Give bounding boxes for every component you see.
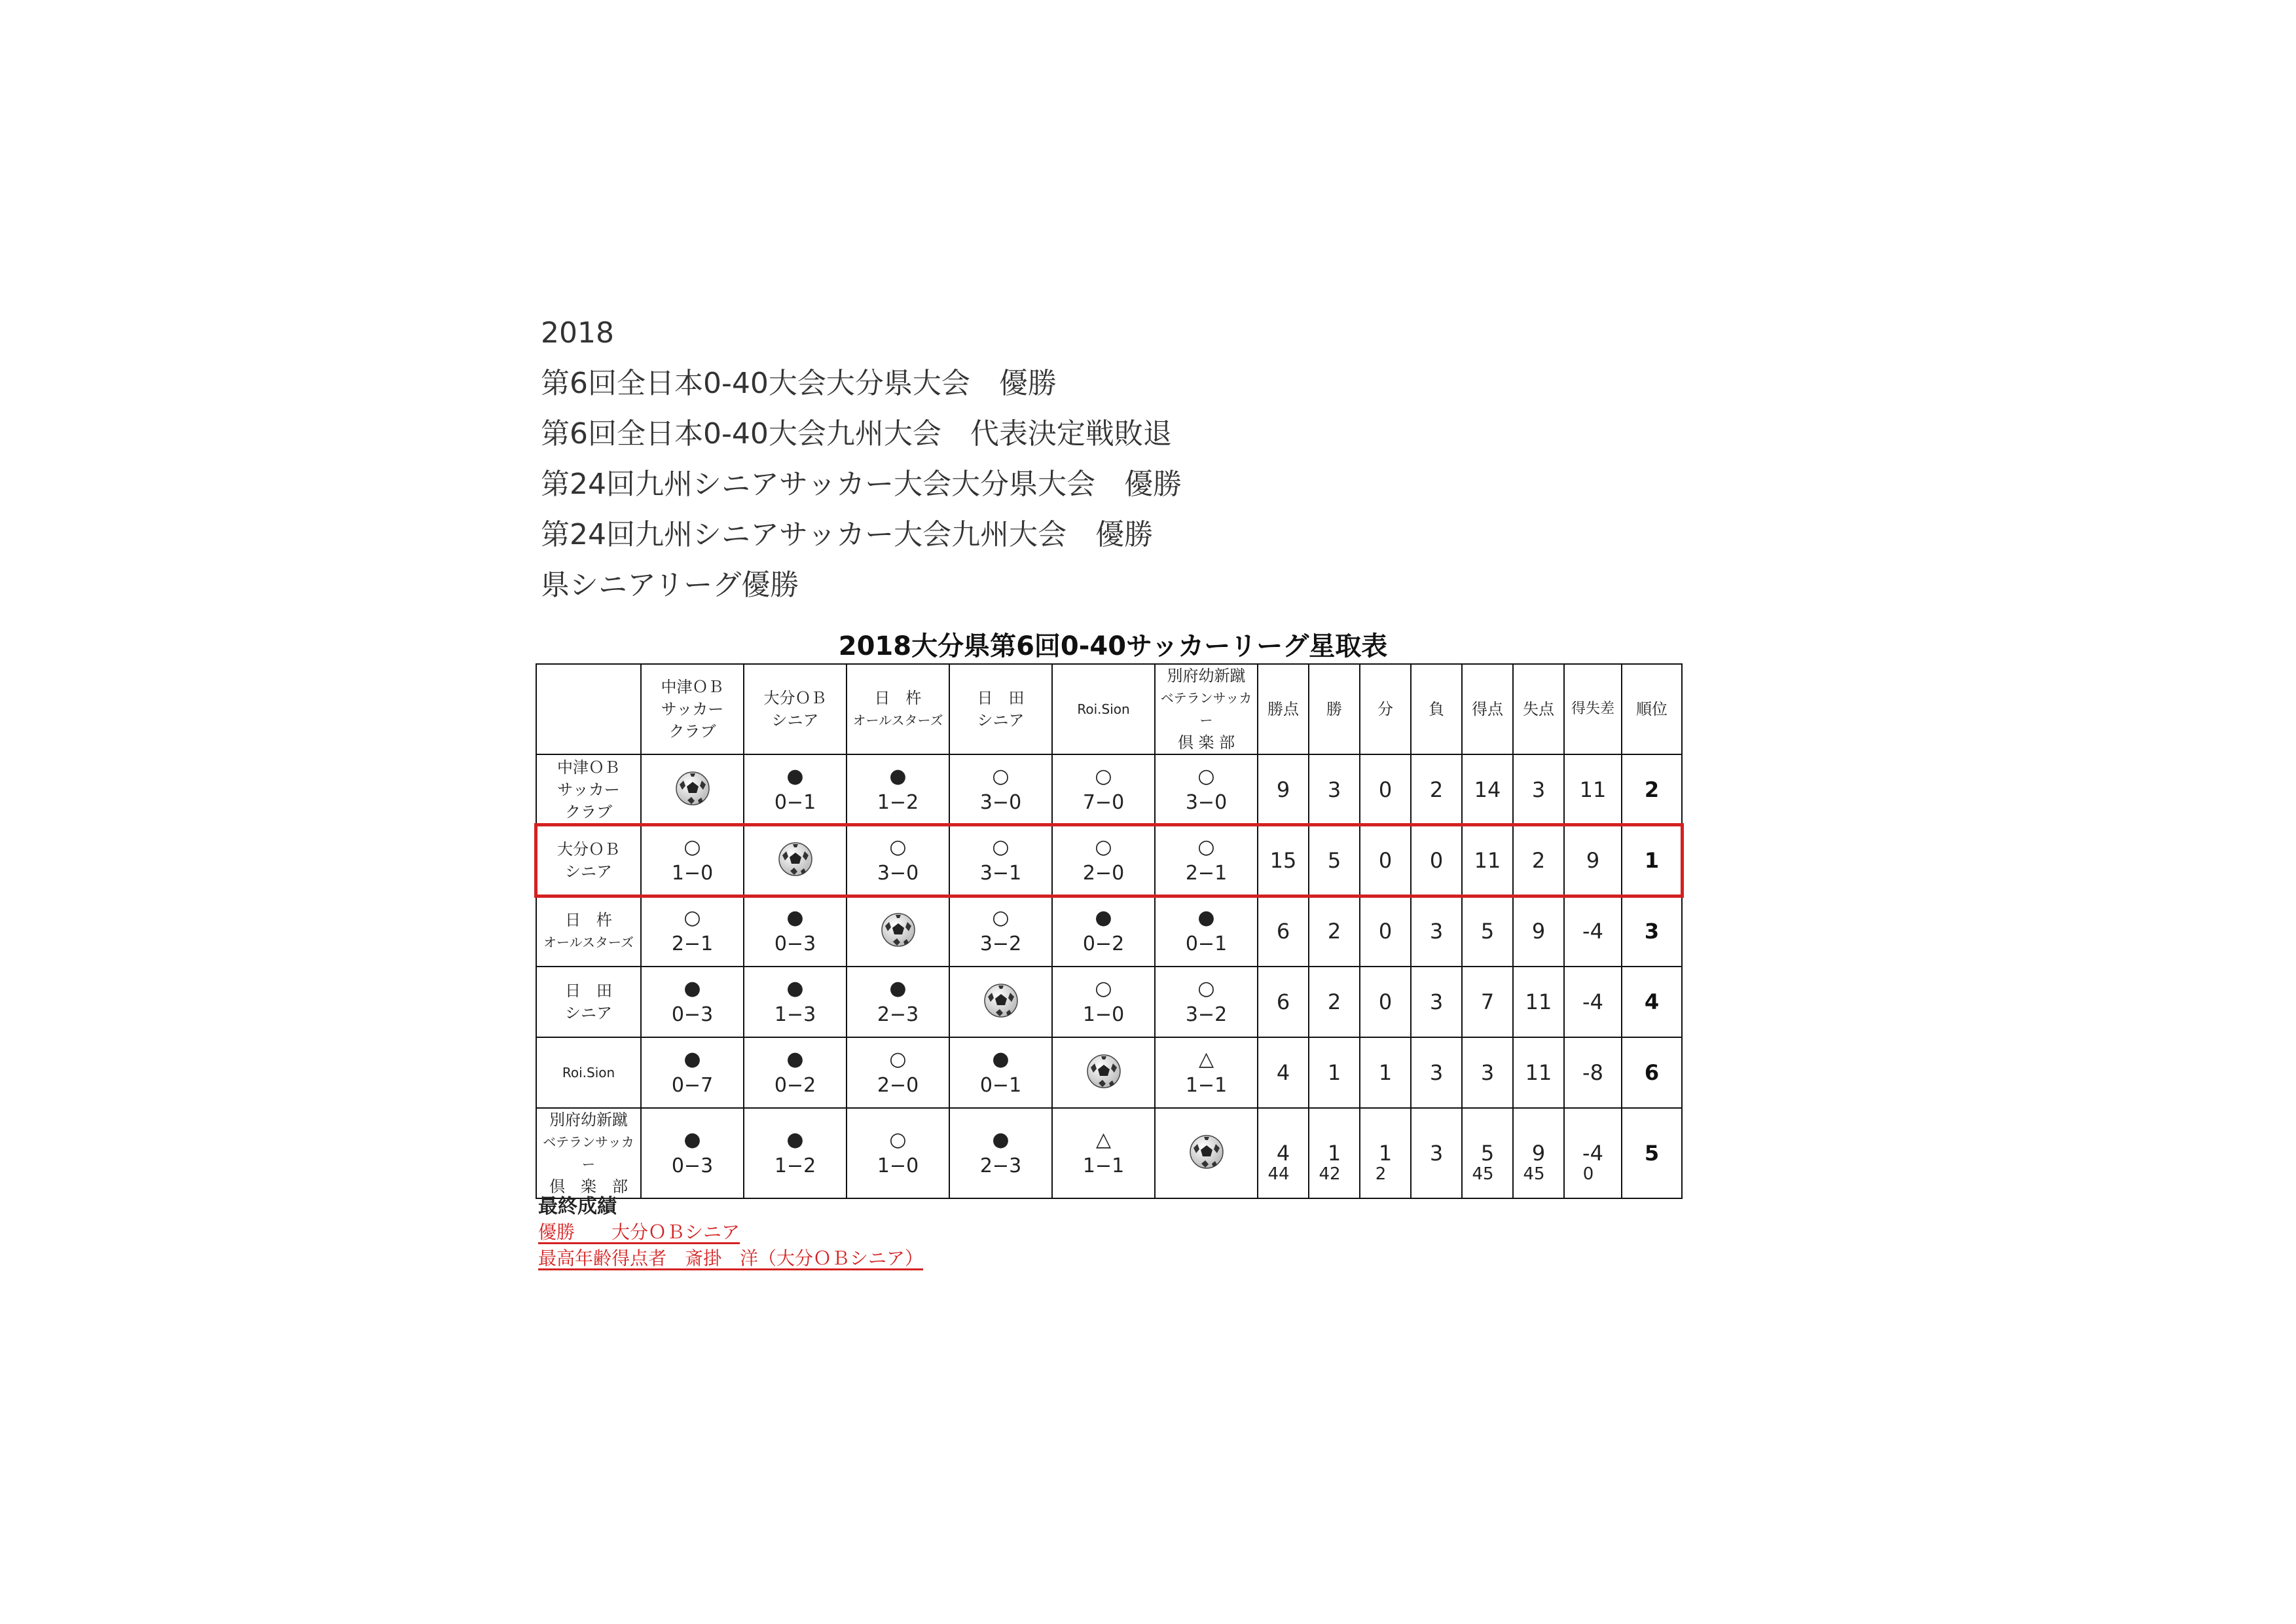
heading-line-2: 第6回全日本0-40大会九州大会 代表決定戦敗退	[541, 417, 1172, 451]
result-symbol: ○	[889, 1048, 907, 1071]
match-result-cell	[847, 825, 949, 896]
match-result-cell	[1155, 1037, 1258, 1108]
match-result-cell	[1155, 1108, 1258, 1198]
rank-cell: 3	[1622, 896, 1682, 967]
result-score: 2−3	[979, 1154, 1022, 1177]
result-symbol: ○	[1095, 977, 1112, 1000]
result-score: 2−1	[1185, 862, 1228, 885]
stat-column-header: 順位	[1622, 664, 1682, 754]
total-draws: 2	[1375, 1164, 1387, 1184]
result-symbol: ○	[992, 765, 1010, 788]
stat-value-cell: 0	[1360, 825, 1411, 896]
soccer-ball-icon	[674, 770, 711, 809]
match-result-cell	[847, 1037, 949, 1108]
match-result-cell	[744, 825, 847, 896]
match-result-cell	[847, 896, 949, 967]
team-header-line: 倶 楽 部	[1177, 733, 1235, 752]
result-symbol: ○	[1095, 765, 1112, 788]
stat-value-cell: 1	[1309, 1037, 1360, 1108]
achievements-list	[541, 308, 1182, 610]
result-score: 0−2	[1082, 932, 1125, 955]
match-result-cell	[1052, 825, 1155, 896]
stat-value-cell: 3	[1411, 1037, 1462, 1108]
team-header-line: シニア	[977, 711, 1025, 729]
stat-value-cell: 1	[1360, 1037, 1411, 1108]
result-symbol: ●	[683, 1048, 701, 1071]
match-result-cell	[641, 1037, 744, 1108]
stat-value-cell: 3	[1411, 1108, 1462, 1198]
soccer-ball-icon	[880, 912, 917, 951]
stat-value-cell: 11	[1462, 825, 1513, 896]
result-symbol: ●	[889, 765, 907, 788]
result-score: 3−0	[877, 862, 919, 885]
stat-value-cell: 3	[1513, 754, 1564, 825]
team-header-line: シニア	[771, 711, 819, 729]
team-header-line: 日 田	[977, 689, 1025, 707]
match-result-cell	[1052, 1108, 1155, 1198]
stat-value-cell: 3	[1411, 967, 1462, 1037]
stat-column-header: 失点	[1513, 664, 1564, 754]
table-row	[536, 1108, 1682, 1198]
stat-value-cell: 15	[1258, 825, 1309, 896]
result-symbol: ●	[786, 1128, 804, 1151]
team-column-header	[641, 664, 744, 754]
result-symbol: ●	[1197, 906, 1215, 929]
stat-column-header: 負	[1411, 664, 1462, 754]
heading-line-1: 第6回全日本0-40大会大分県大会 優勝	[541, 367, 1057, 400]
team-column-header	[744, 664, 847, 754]
table-row	[536, 1037, 1682, 1108]
match-result-cell	[744, 967, 847, 1037]
match-result-cell	[949, 896, 1052, 967]
result-score: 2−0	[877, 1074, 919, 1097]
result-symbol: ●	[1095, 906, 1112, 929]
result-symbol: ○	[992, 906, 1010, 929]
row-team-name-line: サッカー	[557, 781, 620, 799]
row-team-name	[536, 1108, 641, 1198]
result-symbol: ○	[683, 836, 701, 858]
row-team-name	[536, 825, 641, 896]
corner-cell	[536, 664, 641, 754]
stat-value-cell: 1	[1309, 1108, 1360, 1198]
result-score: 7−0	[1082, 791, 1125, 814]
league-results-table	[536, 663, 1683, 1199]
stat-value-cell: 0	[1411, 825, 1462, 896]
result-score: 1−0	[671, 862, 714, 885]
result-score: 0−3	[671, 1003, 714, 1026]
result-score: 2−3	[877, 1003, 919, 1026]
stat-value-cell: 5	[1462, 896, 1513, 967]
match-result-cell	[744, 1108, 847, 1198]
result-symbol: ○	[889, 836, 907, 858]
result-symbol: ○	[1095, 836, 1112, 858]
total-goals-for: 45	[1472, 1164, 1494, 1184]
result-score: 2−0	[1082, 862, 1125, 885]
team-header-line: サッカー	[661, 700, 724, 718]
result-score: 3−0	[979, 791, 1022, 814]
result-symbol: ●	[683, 977, 701, 1000]
total-wins: 42	[1319, 1164, 1341, 1184]
result-symbol: ●	[786, 906, 804, 929]
champion-line: 優勝 大分ＯＢシニア	[538, 1221, 740, 1243]
team-header-line: Roi.Sion	[1077, 701, 1130, 717]
row-team-name-line: オールスターズ	[543, 934, 634, 950]
stat-value-cell: 2	[1513, 825, 1564, 896]
match-result-cell	[1052, 896, 1155, 967]
match-result-cell	[1155, 896, 1258, 967]
result-symbol: ●	[786, 1048, 804, 1071]
stat-value-cell: 3	[1411, 896, 1462, 967]
result-score: 1−2	[774, 1154, 816, 1177]
result-symbol: ●	[889, 977, 907, 1000]
stat-value-cell: 3	[1309, 754, 1360, 825]
result-score: 0−3	[774, 932, 816, 955]
stat-value-cell: 5	[1462, 1108, 1513, 1198]
team-header-line: 日 杵	[874, 689, 922, 707]
match-result-cell	[641, 896, 744, 967]
match-result-cell	[1155, 967, 1258, 1037]
result-score: 0−2	[774, 1074, 816, 1097]
stat-column-header: 得点	[1462, 664, 1513, 754]
stat-value-cell: 11	[1513, 1037, 1564, 1108]
result-symbol: △	[1095, 1128, 1112, 1151]
stat-value-cell: 7	[1462, 967, 1513, 1037]
stat-value-cell: 5	[1309, 825, 1360, 896]
heading-year: 2018	[541, 316, 614, 350]
stat-value-cell: 0	[1360, 896, 1411, 967]
team-column-header	[949, 664, 1052, 754]
result-symbol: ●	[683, 1128, 701, 1151]
table-row	[536, 754, 1682, 825]
result-score: 3−1	[979, 862, 1022, 885]
result-symbol: ●	[786, 765, 804, 788]
team-header-line: 中津ＯＢ	[661, 678, 724, 696]
result-symbol: ○	[1197, 977, 1215, 1000]
match-result-cell	[744, 896, 847, 967]
table-row	[536, 825, 1682, 896]
result-symbol: ○	[992, 836, 1010, 858]
result-symbol: ●	[992, 1128, 1010, 1151]
row-team-name	[536, 967, 641, 1037]
result-score: 0−1	[774, 791, 816, 814]
result-score: 3−2	[979, 932, 1022, 955]
match-result-cell	[949, 825, 1052, 896]
match-result-cell	[641, 754, 744, 825]
stat-value-cell: 6	[1258, 967, 1309, 1037]
result-score: 3−2	[1185, 1003, 1228, 1026]
stat-value-cell: 4	[1258, 1037, 1309, 1108]
stat-value-cell: 9	[1564, 825, 1622, 896]
stat-value-cell: 2	[1309, 967, 1360, 1037]
stat-value-cell: 1	[1360, 1108, 1411, 1198]
rank-cell: 6	[1622, 1037, 1682, 1108]
table-row	[536, 967, 1682, 1037]
result-score: 1−3	[774, 1003, 816, 1026]
stat-value-cell: -4	[1564, 967, 1622, 1037]
match-result-cell	[949, 754, 1052, 825]
match-result-cell	[744, 754, 847, 825]
result-symbol: ○	[683, 906, 701, 929]
stat-value-cell: 2	[1309, 896, 1360, 967]
row-team-name-line: 日 田	[565, 982, 612, 1000]
row-team-name	[536, 1037, 641, 1108]
row-team-name-line: 別府幼新蹴	[549, 1111, 628, 1129]
total-points: 44	[1267, 1164, 1290, 1184]
row-team-name-line: クラブ	[565, 803, 612, 821]
stat-value-cell: 11	[1513, 967, 1564, 1037]
table-header-row	[536, 664, 1682, 754]
match-result-cell	[1052, 967, 1155, 1037]
result-score: 1−1	[1185, 1074, 1228, 1097]
team-column-header	[1155, 664, 1258, 754]
stat-value-cell: -4	[1564, 1108, 1622, 1198]
match-result-cell	[847, 967, 949, 1037]
match-result-cell	[1052, 1037, 1155, 1108]
result-score: 1−1	[1082, 1154, 1125, 1177]
stat-value-cell: 9	[1513, 896, 1564, 967]
result-symbol: ●	[992, 1048, 1010, 1071]
team-header-line: クラブ	[668, 722, 716, 741]
match-result-cell	[847, 754, 949, 825]
row-team-name-line: Roi.Sion	[562, 1065, 615, 1080]
result-score: 0−3	[671, 1154, 714, 1177]
match-result-cell	[1155, 754, 1258, 825]
result-score: 0−1	[1185, 932, 1228, 955]
match-result-cell	[1155, 825, 1258, 896]
rank-cell: 5	[1622, 1108, 1682, 1198]
match-result-cell	[744, 1037, 847, 1108]
total-goal-diff: 0	[1582, 1164, 1594, 1184]
result-score: 2−1	[671, 932, 714, 955]
stat-value-cell: 14	[1462, 754, 1513, 825]
stat-value-cell: 0	[1360, 967, 1411, 1037]
stat-column-header: 得失差	[1564, 664, 1622, 754]
row-team-name-line: シニア	[565, 1004, 612, 1022]
row-team-name	[536, 754, 641, 825]
result-score: 1−2	[877, 791, 919, 814]
table-row	[536, 896, 1682, 967]
match-result-cell	[1052, 754, 1155, 825]
result-symbol: ○	[1197, 836, 1215, 858]
result-symbol: ●	[786, 977, 804, 1000]
team-column-header	[1052, 664, 1155, 754]
team-header-line: ベテランサッカー	[1160, 690, 1252, 728]
result-symbol: ○	[889, 1128, 907, 1151]
heading-line-3: 第24回九州シニアサッカー大会大分県大会 優勝	[541, 468, 1182, 501]
result-score: 0−7	[671, 1074, 714, 1097]
row-team-name-line: 大分ＯＢ	[557, 840, 620, 858]
row-team-name	[536, 896, 641, 967]
result-score: 1−0	[877, 1154, 919, 1177]
result-symbol: ○	[1197, 765, 1215, 788]
stat-value-cell: 6	[1258, 896, 1309, 967]
stat-value-cell: 2	[1411, 754, 1462, 825]
soccer-ball-icon	[1188, 1134, 1225, 1173]
rank-cell: 1	[1622, 825, 1682, 896]
row-team-name-line: シニア	[565, 862, 612, 881]
result-score: 0−1	[979, 1074, 1022, 1097]
row-team-name-line: 中津ＯＢ	[557, 758, 620, 777]
row-team-name-line: 倶 楽 部	[549, 1177, 628, 1196]
team-column-header	[847, 664, 949, 754]
total-goals-against: 45	[1523, 1164, 1545, 1184]
stat-value-cell: 9	[1513, 1108, 1564, 1198]
stat-value-cell: 4	[1258, 1108, 1309, 1198]
rank-cell: 2	[1622, 754, 1682, 825]
row-team-name-line: ベテランサッカー	[543, 1134, 634, 1172]
match-result-cell	[641, 825, 744, 896]
soccer-ball-icon	[1085, 1053, 1122, 1092]
match-result-cell	[641, 967, 744, 1037]
league-table-title: 2018大分県第6回0-40サッカーリーグ星取表	[838, 631, 1388, 661]
team-header-line: 大分ＯＢ	[763, 689, 827, 707]
stat-value-cell: 9	[1258, 754, 1309, 825]
oldest-scorer-line: 最高年齢得点者 斎掛 洋（大分ＯＢシニア）	[538, 1247, 924, 1269]
stat-column-header: 分	[1360, 664, 1411, 754]
result-symbol: △	[1198, 1048, 1214, 1071]
stat-value-cell: 3	[1462, 1037, 1513, 1108]
stat-value-cell: 11	[1564, 754, 1622, 825]
heading-line-5: 県シニアリーグ優勝	[541, 568, 799, 602]
match-result-cell	[949, 967, 1052, 1037]
stat-value-cell: -8	[1564, 1037, 1622, 1108]
row-team-name-line: 日 杵	[565, 911, 612, 929]
result-score: 3−0	[1185, 791, 1228, 814]
final-results-label: 最終成績	[538, 1195, 617, 1218]
team-header-line: 別府幼新蹴	[1167, 667, 1246, 685]
match-result-cell	[949, 1108, 1052, 1198]
stat-column-header: 勝点	[1258, 664, 1309, 754]
result-score: 1−0	[1082, 1003, 1125, 1026]
match-result-cell	[641, 1108, 744, 1198]
stat-column-header: 勝	[1309, 664, 1360, 754]
soccer-ball-icon	[777, 841, 814, 880]
match-result-cell	[949, 1037, 1052, 1108]
heading-line-4: 第24回九州シニアサッカー大会九州大会 優勝	[541, 518, 1154, 551]
team-header-line: オールスターズ	[852, 712, 943, 728]
soccer-ball-icon	[983, 982, 1019, 1022]
match-result-cell	[847, 1108, 949, 1198]
stat-value-cell: -4	[1564, 896, 1622, 967]
rank-cell: 4	[1622, 967, 1682, 1037]
stat-value-cell: 0	[1360, 754, 1411, 825]
